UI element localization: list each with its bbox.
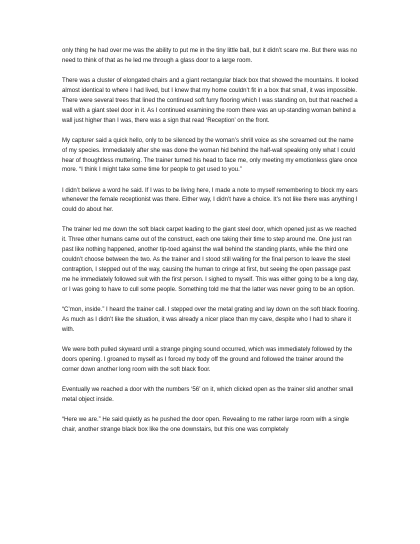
paragraph: The trainer led me down the soft black carpet leading to the giant steel door, which opened just as we reached it. Three other humans came out of the construct, each one taking their time to step around me. One just ran past like nothing happened, another tip-toed against the wall behind the standing plants, while the third one couldn’t choose between the two. As the trainer and I stood still waiting for the final person to leave the steel contraption, I stepped out of the way, causing the human to cringe at first, but seeing the open passage past me he immediately followed suit with the first person. I sighed to myself. This was either going to be a long day, or I was going to have to cull some people. Something told me that the latter was never going to be an option. [62, 227, 359, 293]
paragraph: My capturer said a quick hello, only to be silenced by the woman’s shrill voice as she screamed out the name of my species. Immediately after she was done the woman hid behind the half-wall speaking only what I could hear of thoughtless muttering. The trainer turned his head to face me, only meeting my emotionless glare once more. “I think I might take some time for people to get used to you.” [62, 137, 358, 174]
paragraph: “Here we are.” He said quietly as he pushed the door open. Revealing to me rather large room with a single chair, another strange black box like the one downstairs, but this one was completely [62, 416, 350, 433]
paragraph: We were both pulled skyward until a strange pinging sound occurred, which was immediately followed by the doors opening. I groaned to myself as I forced my body off the ground and followed the trainer around the corner down another long room with the soft black floor. [62, 346, 353, 373]
paragraph: only thing he had over me was the ability to put me in the tiny little ball, but it didn’t scare me. But there was no need to think of that as he led me through a glass door to a large room. [62, 48, 358, 64]
paragraph: There was a cluster of elongated chairs and a giant rectangular black box that showed the mountains. It looked almost identical to where I had lived, but I knew that my home couldn’t fit in a box that small, it was impossible. There were several trees that lined the continued soft furry flooring which I was standing on, but that reached a wall with a giant steel door in it. As I continued examining the room there was an up-standing woman behind a wall just higher than I was, there was a sign that read ‘Reception’ on the front. [62, 78, 359, 124]
body-text [62, 47, 360, 446]
paragraph: I didn’t believe a word he said. If I was to be living here, I made a note to myself remembering to block my ears whenever the female receptionist was there. Either way, I didn’t have a choice. It’s not like there was anything I could do about her. [62, 187, 358, 214]
paragraph: “C’mon, inside.” I heard the trainer call. I stepped over the metal grating and lay down on the soft black flooring. As much as I didn’t like the situation, it was already a nicer place than my cave, despite who I had to share it with. [62, 306, 360, 333]
paragraph: Eventually we reached a door with the numbers ‘56’ on it, which clicked open as the trainer slid another small metal object inside. [62, 386, 354, 403]
